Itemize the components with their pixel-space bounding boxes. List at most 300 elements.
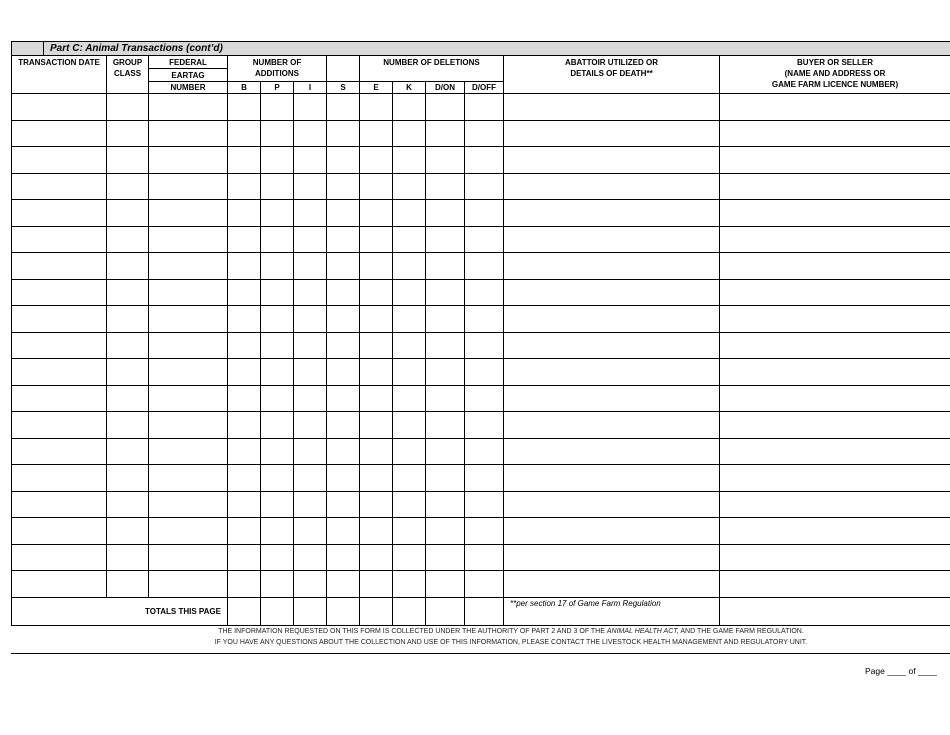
k-cell[interactable] [393, 359, 426, 386]
federal-eartag-cell[interactable] [149, 253, 228, 280]
i-cell[interactable] [294, 359, 327, 386]
doff-cell[interactable] [465, 306, 504, 333]
don-cell[interactable] [426, 465, 465, 492]
b-cell[interactable] [228, 438, 261, 465]
don-cell[interactable] [426, 200, 465, 227]
b-cell[interactable] [228, 306, 261, 333]
buyer-seller-cell[interactable] [720, 120, 950, 147]
federal-eartag-header-line1: FEDERAL [149, 56, 228, 69]
transaction-date-cell[interactable] [12, 412, 107, 439]
s-cell[interactable] [327, 147, 360, 174]
footer-divider [11, 653, 950, 654]
total-e-cell[interactable] [360, 597, 393, 625]
doff-cell[interactable] [465, 147, 504, 174]
group-class-cell[interactable] [107, 385, 149, 412]
group-class-cell[interactable] [107, 359, 149, 386]
i-cell[interactable] [294, 332, 327, 359]
p-cell[interactable] [261, 200, 294, 227]
code-e-header: E [360, 82, 393, 94]
b-cell[interactable] [228, 147, 261, 174]
b-cell[interactable] [228, 465, 261, 492]
b-cell[interactable] [228, 94, 261, 121]
doff-cell[interactable] [465, 412, 504, 439]
k-cell[interactable] [393, 94, 426, 121]
transaction-date-cell[interactable] [12, 491, 107, 518]
abattoir-cell[interactable] [504, 147, 720, 174]
i-cell[interactable] [294, 253, 327, 280]
doff-cell[interactable] [465, 332, 504, 359]
header-row [12, 56, 950, 69]
abattoir-cell[interactable] [504, 306, 720, 333]
doff-cell[interactable] [465, 491, 504, 518]
buyer-seller-cell[interactable] [720, 306, 950, 333]
federal-eartag-cell[interactable] [149, 226, 228, 253]
table-row [12, 518, 950, 545]
k-cell[interactable] [393, 518, 426, 545]
p-cell[interactable] [261, 412, 294, 439]
k-cell[interactable] [393, 306, 426, 333]
s-cell[interactable] [327, 385, 360, 412]
doff-cell[interactable] [465, 120, 504, 147]
i-cell[interactable] [294, 226, 327, 253]
k-cell[interactable] [393, 332, 426, 359]
don-cell[interactable] [426, 571, 465, 598]
don-cell[interactable] [426, 279, 465, 306]
e-cell[interactable] [360, 571, 393, 598]
totals-row [12, 597, 950, 625]
buyer-seller-cell[interactable] [720, 147, 950, 174]
p-cell[interactable] [261, 332, 294, 359]
abattoir-cell[interactable] [504, 94, 720, 121]
abattoir-cell[interactable] [504, 544, 720, 571]
abattoir-cell[interactable] [504, 518, 720, 545]
buyer-seller-cell[interactable] [720, 226, 950, 253]
b-cell[interactable] [228, 332, 261, 359]
b-cell[interactable] [228, 253, 261, 280]
group-class-cell[interactable] [107, 226, 149, 253]
federal-eartag-cell[interactable] [149, 279, 228, 306]
buyer-seller-cell[interactable] [720, 359, 950, 386]
federal-eartag-cell[interactable] [149, 465, 228, 492]
doff-cell[interactable] [465, 571, 504, 598]
buyer-seller-cell[interactable] [720, 544, 950, 571]
group-class-cell[interactable] [107, 120, 149, 147]
abattoir-cell[interactable] [504, 332, 720, 359]
buyer-seller-cell[interactable] [720, 173, 950, 200]
p-cell[interactable] [261, 306, 294, 333]
b-cell[interactable] [228, 385, 261, 412]
p-cell[interactable] [261, 147, 294, 174]
e-cell[interactable] [360, 385, 393, 412]
s-cell[interactable] [327, 491, 360, 518]
group-class-cell[interactable] [107, 544, 149, 571]
table-row [12, 359, 950, 386]
p-cell[interactable] [261, 518, 294, 545]
i-cell[interactable] [294, 173, 327, 200]
p-cell[interactable] [261, 465, 294, 492]
p-cell[interactable] [261, 94, 294, 121]
federal-eartag-cell[interactable] [149, 200, 228, 227]
group-class-cell[interactable] [107, 571, 149, 598]
don-cell[interactable] [426, 359, 465, 386]
don-cell[interactable] [426, 253, 465, 280]
k-cell[interactable] [393, 147, 426, 174]
buyer-seller-cell[interactable] [720, 385, 950, 412]
doff-cell[interactable] [465, 226, 504, 253]
don-cell[interactable] [426, 491, 465, 518]
total-i-cell[interactable] [294, 597, 327, 625]
don-cell[interactable] [426, 438, 465, 465]
e-cell[interactable] [360, 173, 393, 200]
table-row [12, 438, 950, 465]
transaction-date-cell[interactable] [12, 465, 107, 492]
b-cell[interactable] [228, 491, 261, 518]
don-cell[interactable] [426, 544, 465, 571]
abattoir-cell[interactable] [504, 359, 720, 386]
buyer-seller-cell[interactable] [720, 94, 950, 121]
additions-header: NUMBER OF ADDITIONS [228, 56, 327, 82]
don-cell[interactable] [426, 147, 465, 174]
federal-eartag-header-line3: NUMBER [149, 82, 228, 94]
federal-eartag-cell[interactable] [149, 332, 228, 359]
e-cell[interactable] [360, 200, 393, 227]
e-cell[interactable] [360, 438, 393, 465]
page-number: Page ____ of ____ [865, 666, 937, 676]
table-row [12, 306, 950, 333]
deletions-header: NUMBER OF DELETIONS [360, 56, 504, 82]
buyer-seller-cell[interactable] [720, 465, 950, 492]
transaction-date-cell[interactable] [12, 571, 107, 598]
doff-cell[interactable] [465, 385, 504, 412]
doff-cell[interactable] [465, 200, 504, 227]
don-cell[interactable] [426, 226, 465, 253]
i-cell[interactable] [294, 385, 327, 412]
e-cell[interactable] [360, 332, 393, 359]
abattoir-cell[interactable] [504, 173, 720, 200]
p-cell[interactable] [261, 438, 294, 465]
total-p-cell[interactable] [261, 597, 294, 625]
table-row [12, 147, 950, 174]
table-row [12, 544, 950, 571]
federal-eartag-cell[interactable] [149, 306, 228, 333]
buyer-seller-cell[interactable] [720, 491, 950, 518]
group-class-cell[interactable] [107, 491, 149, 518]
table-row [12, 412, 950, 439]
group-class-cell[interactable] [107, 279, 149, 306]
s-cell[interactable] [327, 173, 360, 200]
code-don-header: D/ON [426, 82, 465, 94]
buyer-seller-cell[interactable] [720, 412, 950, 439]
s-cell[interactable] [327, 94, 360, 121]
federal-eartag-cell[interactable] [149, 385, 228, 412]
doff-cell[interactable] [465, 518, 504, 545]
group-class-cell[interactable] [107, 306, 149, 333]
buyer-seller-cell[interactable] [720, 332, 950, 359]
e-cell[interactable] [360, 147, 393, 174]
abattoir-cell[interactable] [504, 385, 720, 412]
e-cell[interactable] [360, 412, 393, 439]
i-cell[interactable] [294, 120, 327, 147]
transaction-date-cell[interactable] [12, 359, 107, 386]
e-cell[interactable] [360, 544, 393, 571]
abattoir-cell[interactable] [504, 226, 720, 253]
total-doff-cell[interactable] [465, 597, 504, 625]
s-cell[interactable] [327, 571, 360, 598]
doff-cell[interactable] [465, 173, 504, 200]
group-class-cell[interactable] [107, 253, 149, 280]
i-cell[interactable] [294, 465, 327, 492]
b-cell[interactable] [228, 279, 261, 306]
e-cell[interactable] [360, 465, 393, 492]
i-cell[interactable] [294, 200, 327, 227]
group-class-cell[interactable] [107, 200, 149, 227]
k-cell[interactable] [393, 200, 426, 227]
b-cell[interactable] [228, 412, 261, 439]
p-cell[interactable] [261, 491, 294, 518]
p-cell[interactable] [261, 120, 294, 147]
federal-eartag-cell[interactable] [149, 491, 228, 518]
s-cell[interactable] [327, 359, 360, 386]
totals-label: TOTALS THIS PAGE [12, 597, 228, 625]
code-doff-header: D/OFF [465, 82, 504, 94]
p-cell[interactable] [261, 544, 294, 571]
don-cell[interactable] [426, 412, 465, 439]
k-cell[interactable] [393, 544, 426, 571]
transaction-date-cell[interactable] [12, 200, 107, 227]
don-cell[interactable] [426, 332, 465, 359]
code-s-header: S [327, 82, 360, 94]
doff-cell[interactable] [465, 465, 504, 492]
federal-eartag-header-line2: EARTAG [149, 69, 228, 82]
p-cell[interactable] [261, 226, 294, 253]
transaction-date-cell[interactable] [12, 518, 107, 545]
p-cell[interactable] [261, 571, 294, 598]
table-row [12, 491, 950, 518]
collection-notice-line2: IF YOU HAVE ANY QUESTIONS ABOUT THE COLLECTION AND USE OF THIS INFORMATION, PLEASE CONTACT THE LIVESTOCK HEALTH MANAGEMENT AND REGULATORY UNIT. [214, 639, 808, 646]
b-cell[interactable] [228, 571, 261, 598]
buyer-seller-cell[interactable] [720, 571, 950, 598]
e-cell[interactable] [360, 491, 393, 518]
doff-cell[interactable] [465, 438, 504, 465]
s-cell[interactable] [327, 279, 360, 306]
group-class-cell[interactable] [107, 518, 149, 545]
collection-notice-line1: THE INFORMATION REQUESTED ON THIS FORM IS COLLECTED UNDER THE AUTHORITY OF PART 2 AND 3 OF THE ANIMAL HEALTH ACT, AND THE GAME FARM REGULATION. [218, 628, 804, 635]
k-cell[interactable] [393, 173, 426, 200]
group-class-cell[interactable] [107, 438, 149, 465]
don-cell[interactable] [426, 120, 465, 147]
transaction-date-cell[interactable] [12, 279, 107, 306]
i-cell[interactable] [294, 518, 327, 545]
table-row [12, 226, 950, 253]
don-cell[interactable] [426, 306, 465, 333]
total-k-cell[interactable] [393, 597, 426, 625]
abattoir-cell[interactable] [504, 412, 720, 439]
abattoir-cell[interactable] [504, 253, 720, 280]
b-cell[interactable] [228, 544, 261, 571]
transaction-date-cell[interactable] [12, 544, 107, 571]
section-title-row [12, 42, 950, 56]
transaction-date-cell[interactable] [12, 306, 107, 333]
e-cell[interactable] [360, 94, 393, 121]
k-cell[interactable] [393, 279, 426, 306]
s-cell[interactable] [327, 253, 360, 280]
federal-eartag-cell[interactable] [149, 438, 228, 465]
s-cell[interactable] [327, 465, 360, 492]
table-row [12, 385, 950, 412]
abattoir-header: ABATTOIR UTILIZED OR DETAILS OF DEATH** [504, 56, 720, 94]
group-class-header: GROUP CLASS [107, 56, 149, 94]
e-cell[interactable] [360, 226, 393, 253]
federal-eartag-cell[interactable] [149, 544, 228, 571]
b-cell[interactable] [228, 359, 261, 386]
k-cell[interactable] [393, 120, 426, 147]
transaction-date-cell[interactable] [12, 253, 107, 280]
abattoir-cell[interactable] [504, 120, 720, 147]
federal-eartag-cell[interactable] [149, 518, 228, 545]
s-cell[interactable] [327, 306, 360, 333]
group-class-cell[interactable] [107, 173, 149, 200]
abattoir-cell[interactable] [504, 279, 720, 306]
s-cell[interactable] [327, 120, 360, 147]
b-cell[interactable] [228, 173, 261, 200]
transaction-date-cell[interactable] [12, 94, 107, 121]
abattoir-cell[interactable] [504, 491, 720, 518]
b-cell[interactable] [228, 226, 261, 253]
b-cell[interactable] [228, 200, 261, 227]
table-row [12, 253, 950, 280]
transaction-date-cell[interactable] [12, 385, 107, 412]
s-cell[interactable] [327, 412, 360, 439]
transaction-date-cell[interactable] [12, 226, 107, 253]
b-cell[interactable] [228, 120, 261, 147]
transaction-date-cell[interactable] [12, 173, 107, 200]
transaction-date-cell[interactable] [12, 120, 107, 147]
group-class-cell[interactable] [107, 465, 149, 492]
i-cell[interactable] [294, 94, 327, 121]
buyer-seller-cell[interactable] [720, 200, 950, 227]
k-cell[interactable] [393, 226, 426, 253]
k-cell[interactable] [393, 385, 426, 412]
buyer-seller-cell[interactable] [720, 279, 950, 306]
p-cell[interactable] [261, 253, 294, 280]
doff-cell[interactable] [465, 94, 504, 121]
don-cell[interactable] [426, 385, 465, 412]
e-cell[interactable] [360, 253, 393, 280]
buyer-seller-cell[interactable] [720, 438, 950, 465]
federal-eartag-cell[interactable] [149, 359, 228, 386]
i-cell[interactable] [294, 438, 327, 465]
total-don-cell[interactable] [426, 597, 465, 625]
group-class-cell[interactable] [107, 94, 149, 121]
i-cell[interactable] [294, 279, 327, 306]
federal-eartag-cell[interactable] [149, 173, 228, 200]
e-cell[interactable] [360, 518, 393, 545]
table-row [12, 94, 950, 121]
s-cell[interactable] [327, 544, 360, 571]
transaction-date-cell[interactable] [12, 332, 107, 359]
k-cell[interactable] [393, 571, 426, 598]
doff-cell[interactable] [465, 253, 504, 280]
k-cell[interactable] [393, 491, 426, 518]
code-p-header: P [261, 82, 294, 94]
p-cell[interactable] [261, 359, 294, 386]
doff-cell[interactable] [465, 359, 504, 386]
federal-eartag-cell[interactable] [149, 120, 228, 147]
i-cell[interactable] [294, 544, 327, 571]
abattoir-cell[interactable] [504, 571, 720, 598]
table-row [12, 332, 950, 359]
totals-blank-cell [720, 597, 950, 625]
abattoir-cell[interactable] [504, 438, 720, 465]
k-cell[interactable] [393, 412, 426, 439]
don-cell[interactable] [426, 518, 465, 545]
s-cell[interactable] [327, 332, 360, 359]
doff-cell[interactable] [465, 544, 504, 571]
k-cell[interactable] [393, 438, 426, 465]
buyer-seller-header: BUYER OR SELLER (NAME AND ADDRESS OR GAME FARM LICENCE NUMBER) [720, 56, 950, 94]
e-cell[interactable] [360, 306, 393, 333]
federal-eartag-cell[interactable] [149, 147, 228, 174]
k-cell[interactable] [393, 465, 426, 492]
i-cell[interactable] [294, 571, 327, 598]
e-cell[interactable] [360, 359, 393, 386]
federal-eartag-cell[interactable] [149, 412, 228, 439]
footnote: **per section 17 of Game Farm Regulation [504, 597, 720, 625]
table-row [12, 120, 950, 147]
federal-eartag-cell[interactable] [149, 94, 228, 121]
abattoir-cell[interactable] [504, 465, 720, 492]
federal-eartag-cell[interactable] [149, 571, 228, 598]
s-header-blank [327, 56, 360, 82]
i-cell[interactable] [294, 147, 327, 174]
transaction-date-header: TRANSACTION DATE [12, 56, 107, 94]
group-class-cell[interactable] [107, 332, 149, 359]
p-cell[interactable] [261, 173, 294, 200]
table-row [12, 279, 950, 306]
p-cell[interactable] [261, 385, 294, 412]
i-cell[interactable] [294, 412, 327, 439]
total-s-cell[interactable] [327, 597, 360, 625]
e-cell[interactable] [360, 120, 393, 147]
don-cell[interactable] [426, 94, 465, 121]
transaction-date-cell[interactable] [12, 438, 107, 465]
group-class-cell[interactable] [107, 147, 149, 174]
i-cell[interactable] [294, 306, 327, 333]
buyer-seller-cell[interactable] [720, 518, 950, 545]
table-row [12, 200, 950, 227]
s-cell[interactable] [327, 200, 360, 227]
doff-cell[interactable] [465, 279, 504, 306]
e-cell[interactable] [360, 279, 393, 306]
k-cell[interactable] [393, 253, 426, 280]
s-cell[interactable] [327, 518, 360, 545]
code-k-header: K [393, 82, 426, 94]
s-cell[interactable] [327, 226, 360, 253]
p-cell[interactable] [261, 279, 294, 306]
buyer-seller-cell[interactable] [720, 253, 950, 280]
abattoir-cell[interactable] [504, 200, 720, 227]
b-cell[interactable] [228, 518, 261, 545]
animal-transactions-table [11, 41, 950, 626]
total-b-cell[interactable] [228, 597, 261, 625]
group-class-cell[interactable] [107, 412, 149, 439]
don-cell[interactable] [426, 173, 465, 200]
section-title: Part C: Animal Transactions (cont’d) [44, 42, 950, 56]
s-cell[interactable] [327, 438, 360, 465]
i-cell[interactable] [294, 491, 327, 518]
table-row [12, 173, 950, 200]
transaction-date-cell[interactable] [12, 147, 107, 174]
